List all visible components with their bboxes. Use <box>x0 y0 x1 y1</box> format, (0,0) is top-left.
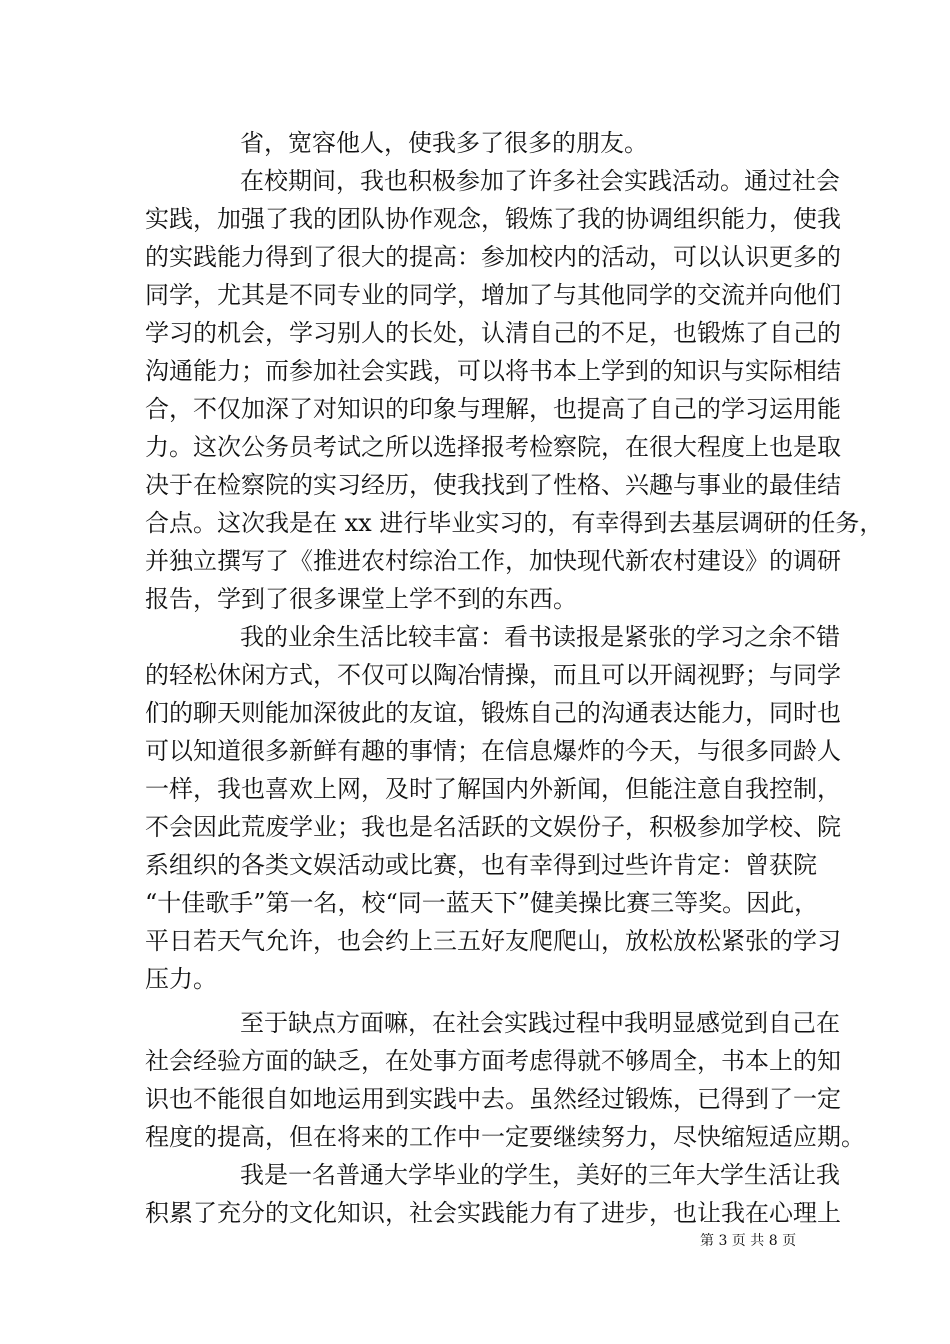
text-line: 在校期间，我也积极参加了许多社会实践活动。通过社会 <box>240 167 840 195</box>
text-line: 合点。这次我是在 xx 进行毕业实习的，有幸得到去基层调研的任务， <box>145 509 884 537</box>
text-line: 压力。 <box>145 965 217 993</box>
text-line: 并独立撰写了《推进农村综治工作，加快现代新农村建设》的调研 <box>145 547 841 575</box>
text-line: 的轻松休闲方式，不仅可以陶冶情操，而且可以开阔视野；与同学 <box>145 661 841 689</box>
text-line: 报告，学到了很多课堂上学不到的东西。 <box>145 585 577 613</box>
text-line: 积累了充分的文化知识，社会实践能力有了进步，也让我在心理上 <box>145 1199 841 1227</box>
text-line: 平日若天气允许，也会约上三五好友爬爬山，放松放松紧张的学习 <box>145 927 841 955</box>
text-line: 的实践能力得到了很大的提高：参加校内的活动，可以认识更多的 <box>145 243 841 271</box>
text-line: 决于在检察院的实习经历，使我找到了性格、兴趣与事业的最佳结 <box>145 471 841 499</box>
text-line: 沟通能力；而参加社会实践，可以将书本上学到的知识与实际相结 <box>145 357 841 385</box>
page-number-footer: 第 3 页 共 8 页 <box>700 1233 797 1249</box>
text-line: 不会因此荒废学业；我也是名活跃的文娱份子，积极参加学校、院 <box>145 813 841 841</box>
text-line: 同学，尤其是不同专业的同学，增加了与其他同学的交流并向他们 <box>145 281 841 309</box>
text-line: 可以知道很多新鲜有趣的事情；在信息爆炸的今天，与很多同龄人 <box>145 737 841 765</box>
text-line: 识也不能很自如地运用到实践中去。虽然经过锻炼，已得到了一定 <box>145 1085 841 1113</box>
text-line: 程度的提高，但在将来的工作中一定要继续努力，尽快缩短适应期。 <box>145 1123 865 1151</box>
text-line: 力。这次公务员考试之所以选择报考检察院，在很大程度上也是取 <box>145 433 841 461</box>
text-line: 学习的机会，学习别人的长处，认清自己的不足，也锻炼了自己的 <box>145 319 841 347</box>
text-line: 至于缺点方面嘛，在社会实践过程中我明显感觉到自己在 <box>240 1009 840 1037</box>
text-line: 一样，我也喜欢上网，及时了解国内外新闻，但能注意自我控制， <box>145 775 841 803</box>
text-line: 我是一名普通大学毕业的学生，美好的三年大学生活让我 <box>240 1161 840 1189</box>
text-line: 省，宽容他人，使我多了很多的朋友。 <box>240 129 648 157</box>
text-line: 系组织的各类文娱活动或比赛，也有幸得到过些许肯定：曾获院 <box>145 851 817 879</box>
text-line: “十佳歌手”第一名，校“同一蓝天下”健美操比赛三等奖。因此， <box>145 889 819 917</box>
text-line: 合，不仅加深了对知识的印象与理解，也提高了自己的学习运用能 <box>145 395 841 423</box>
text-line: 我的业余生活比较丰富：看书读报是紧张的学习之余不错 <box>240 623 840 651</box>
text-line: 社会经验方面的缺乏，在处事方面考虑得就不够周全，书本上的知 <box>145 1047 841 1075</box>
text-line: 们的聊天则能加深彼此的友谊，锻炼自己的沟通表达能力，同时也 <box>145 699 841 727</box>
text-line: 实践，加强了我的团队协作观念，锻炼了我的协调组织能力，使我 <box>145 205 841 233</box>
